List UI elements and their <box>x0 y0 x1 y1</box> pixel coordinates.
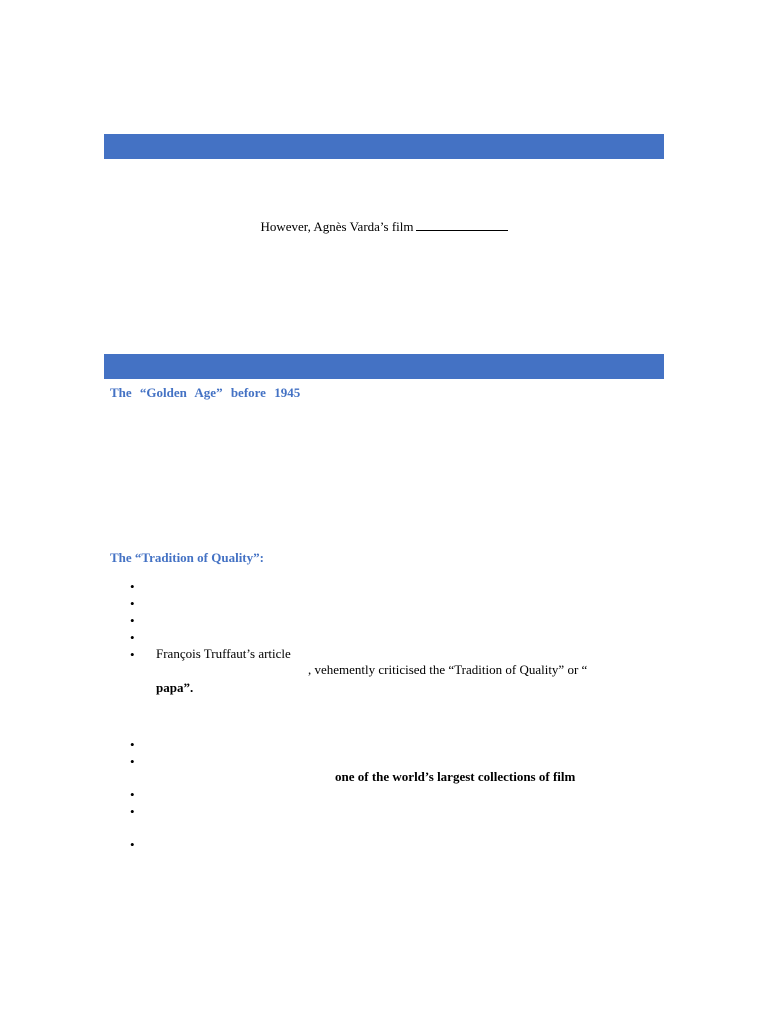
bullet-marker: • <box>130 787 135 802</box>
criticism-text: , vehemently criticised the “Tradition of Quality” or “ <box>308 662 588 677</box>
section-header-band-1 <box>104 134 664 159</box>
bullet-marker: • <box>130 804 135 819</box>
bullet-marker: • <box>130 837 135 852</box>
intro-text: However, Agnès Varda’s film <box>260 219 414 234</box>
fill-in-blank <box>416 219 508 231</box>
bullet-marker: • <box>130 647 135 662</box>
papa-text: papa”. <box>156 680 194 695</box>
bullet-marker: • <box>130 579 135 594</box>
bullet-marker: • <box>130 596 135 611</box>
section-header-band-2 <box>104 354 664 379</box>
intro-line <box>104 219 664 235</box>
bullet-marker: • <box>130 754 135 769</box>
bullet-marker: • <box>130 737 135 752</box>
truffaut-article-text: François Truffaut’s article <box>156 646 291 661</box>
bullet-marker: • <box>130 613 135 628</box>
bullet-marker: • <box>130 630 135 645</box>
tradition-heading: The “Tradition of Quality”: <box>110 550 264 565</box>
collections-text: one of the world’s largest collections of film <box>335 769 576 784</box>
golden-age-heading: The “Golden Age” before 1945 <box>110 385 301 400</box>
